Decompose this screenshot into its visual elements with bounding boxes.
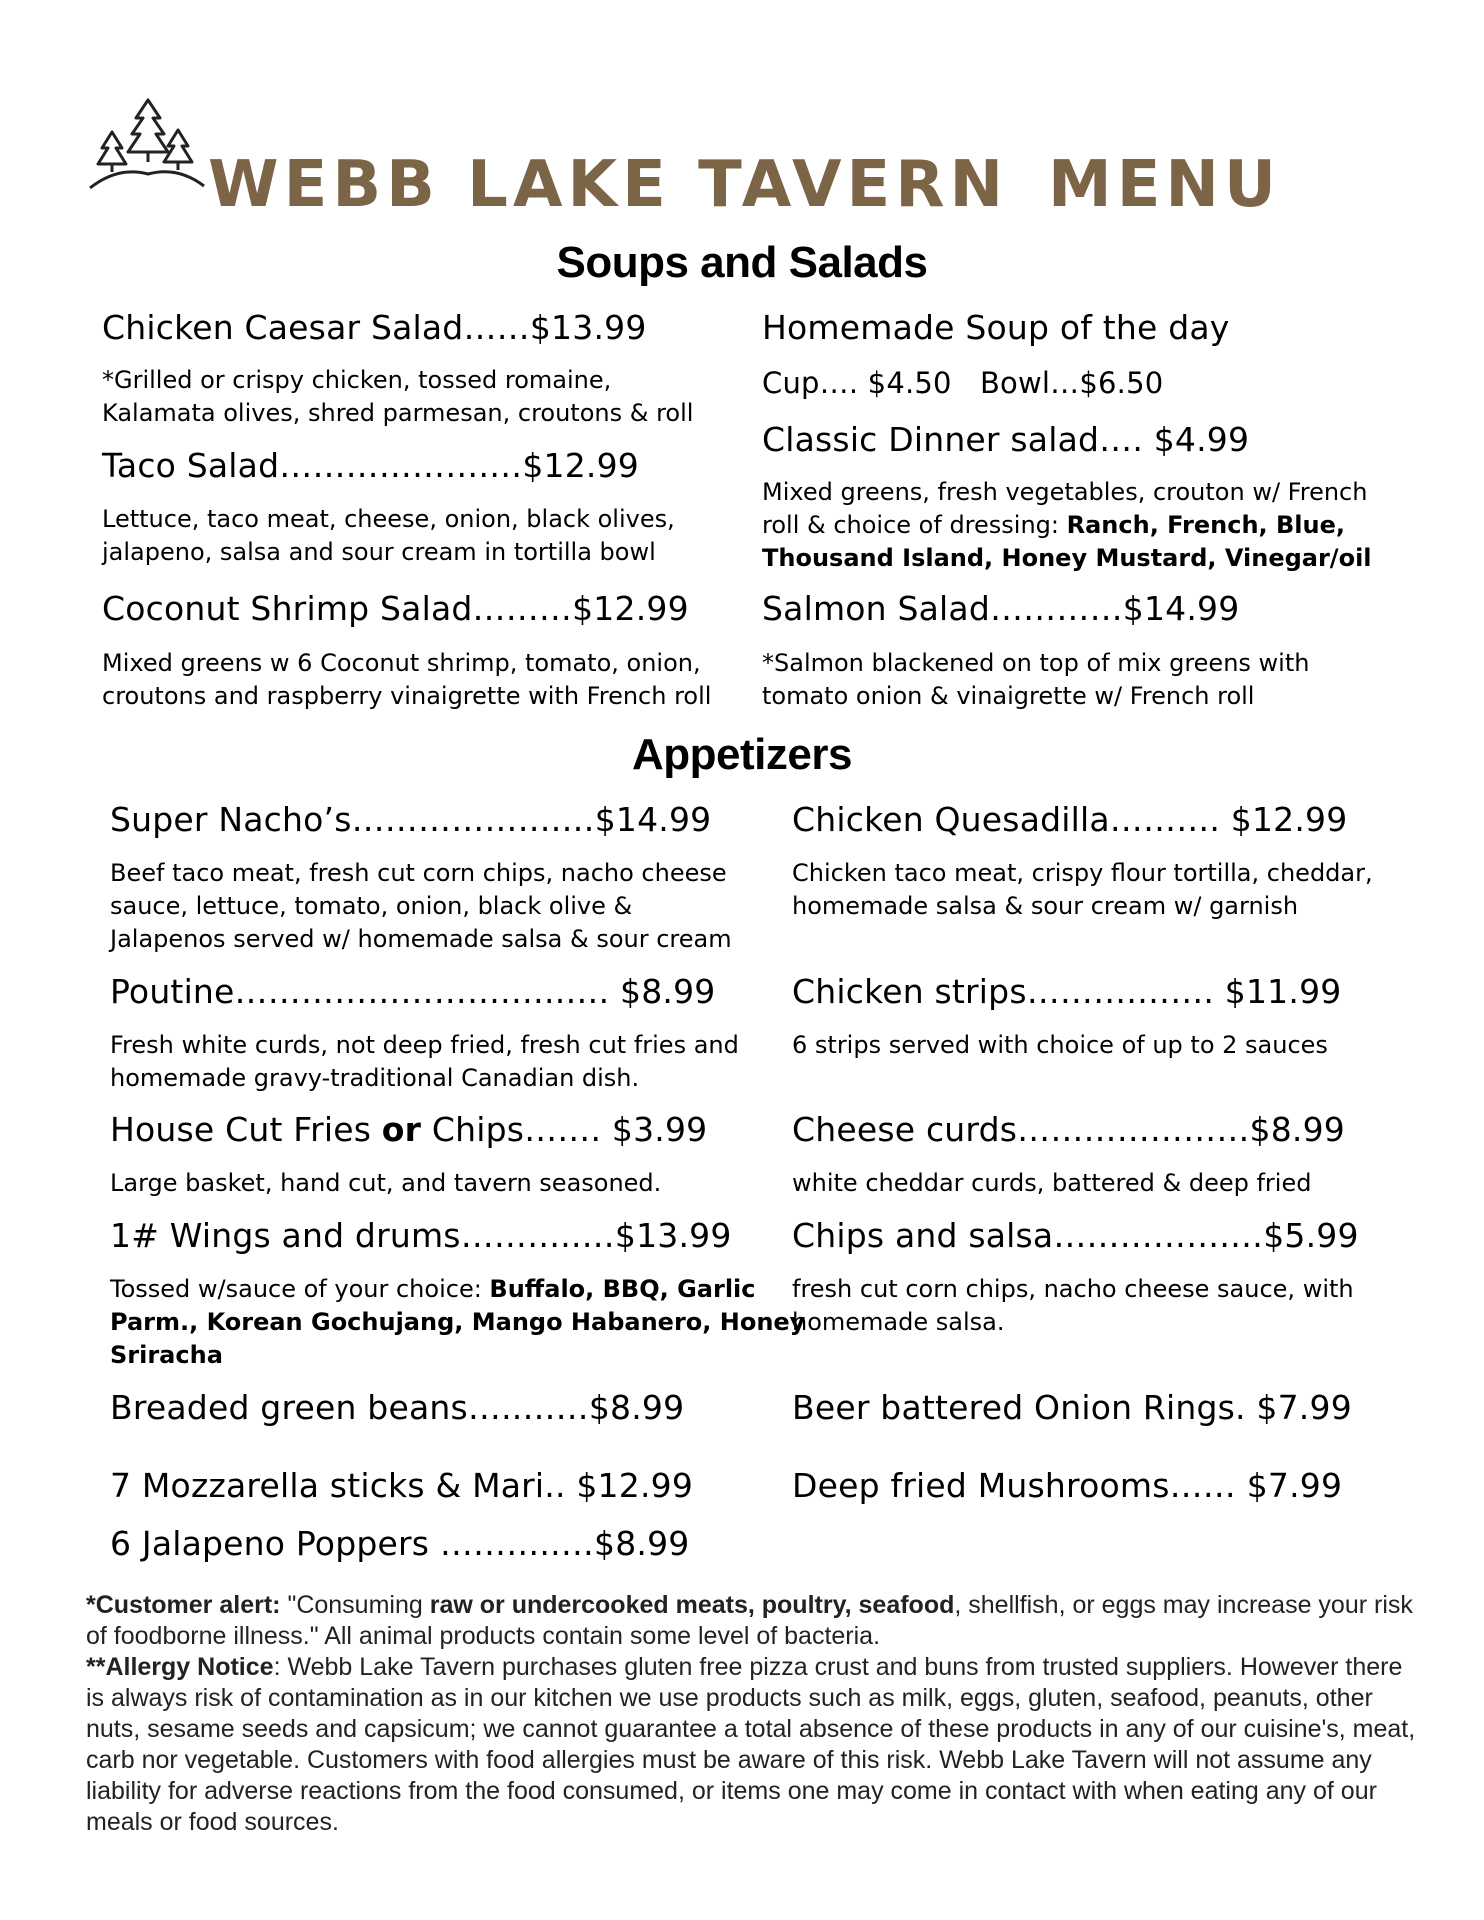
item-jalapeno-poppers: 6 Jalapeno Poppers ………..…$8.99 (110, 1524, 690, 1563)
item-description: Tossed w/sauce of your choice: Buffalo, BBQ, Garlic Parm., Korean Gochujang, Mango Habanero, Honey Sriracha (110, 1275, 806, 1369)
item-breaded-green-beans: Breaded green beans…..……$8.99 (110, 1388, 685, 1427)
item-description: Mixed greens, fresh vegetables, crouton w/ French roll & choice of dressing: Ranch, French, Blue, Thousand Island, Honey Mustard, Vinegar/oil (762, 478, 1372, 572)
item-description: *Grilled or crispy chicken, tossed romaine, Kalamata olives, shred parmesan, croutons & roll (102, 366, 694, 427)
item-classic-dinner-salad: Classic Dinner salad…. $4.99 (762, 420, 1250, 459)
item-description: Large basket, hand cut, and tavern seasoned. (110, 1169, 662, 1197)
item-onion-rings: Beer battered Onion Rings. $7.99 (792, 1388, 1352, 1427)
item-description: fresh cut corn chips, nacho cheese sauce, with homemade salsa. (792, 1275, 1354, 1336)
item-super-nachos: Super Nacho’s……………….…$14.99 (110, 800, 712, 839)
item-cheese-curds: Cheese curds…………………$8.99 (792, 1110, 1346, 1149)
section-title-soups-salads: Soups and Salads (556, 238, 928, 287)
item-description: white cheddar curds, battered & deep fried (792, 1169, 1312, 1197)
item-description: Fresh white curds, not deep fried, fresh cut fries and homemade gravy-traditional Canadian dish. (110, 1031, 739, 1092)
item-deep-fried-mushrooms: Deep fried Mushrooms…… $7.99 (792, 1466, 1343, 1505)
item-description: Mixed greens w 6 Coconut shrimp, tomato, onion, croutons and raspberry vinaigrette with French roll (102, 649, 712, 710)
brand-name: WEBB LAKE TAVERN (208, 148, 1009, 222)
item-description: 6 strips served with choice of up to 2 sauces (792, 1031, 1328, 1059)
item-coconut-shrimp-salad: Coconut Shrimp Salad………$12.99 (102, 589, 689, 628)
item-taco-salad: Taco Salad……………….…$12.99 (102, 446, 640, 485)
item-poutine: Poutine…………………….…..…. $8.99 (110, 972, 716, 1011)
item-mozzarella-sticks: 7 Mozzarella sticks & Mari.. $12.99 (110, 1466, 694, 1505)
item-homemade-soup: Homemade Soup of the day (762, 308, 1230, 347)
allergy-notice (86, 1590, 1426, 1838)
allergy-text: **Allergy Notice: Webb Lake Tavern purchases gluten free pizza crust and buns from trusted suppliers. However there is always risk of contamination as in our kitchen we use products such as milk, eggs, gluten, seafood, peanuts, other nuts, sesame seeds and capsicum; we cannot guarantee a total absence of these products in any of our cuisine's, meat, carb nor vegetable. Customers with food allergies must be aware of this risk. Webb Lake Tavern will not assume any liability for adverse reactions from the food consumed, or items one may come in contact with when eating any of our meals or food sources. (86, 1653, 1416, 1836)
item-salmon-salad: Salmon Salad…………$14.99 (762, 589, 1240, 628)
section-title-appetizers: Appetizers (632, 730, 852, 779)
menu-title: MENU (1048, 148, 1281, 222)
item-description: Chicken taco meat, crispy flour tortilla, cheddar, homemade salsa & sour cream w/ garnish (792, 859, 1373, 920)
item-house-cut-fries: House Cut Fries or Chips……. $3.99 (110, 1110, 708, 1149)
item-chicken-caesar-salad: Chicken Caesar Salad……$13.99 (102, 308, 647, 347)
item-chips-and-salsa: Chips and salsa…………….…$5.99 (792, 1216, 1359, 1255)
item-description: Beef taco meat, fresh cut corn chips, nacho cheese sauce, lettuce, tomato, onion, black olive & Jalapenos served w/ homemade salsa & sour cream (110, 859, 732, 953)
item-description: Lettuce, taco meat, cheese, onion, black olives, jalapeno, salsa and sour cream in tortilla bowl (102, 505, 675, 566)
pine-trees-hill-icon (88, 96, 206, 200)
item-chicken-quesadilla: Chicken Quesadilla………. $12.99 (792, 800, 1348, 839)
item-wings-and-drums: 1# Wings and drums………..…$13.99 (110, 1216, 732, 1255)
soup-prices: Cup…. $4.50 Bowl…$6.50 (762, 366, 1164, 400)
customer-alert: *Customer alert: "Consuming raw or undercooked meats, poultry, seafood, shellfish, or eggs may increase your risk of foodborne illness." All animal products contain some level of bacteria. (86, 1591, 1413, 1650)
item-chicken-strips: Chicken strips……….……. $11.99 (792, 972, 1342, 1011)
item-description: *Salmon blackened on top of mix greens with tomato onion & vinaigrette w/ French roll (762, 649, 1310, 710)
